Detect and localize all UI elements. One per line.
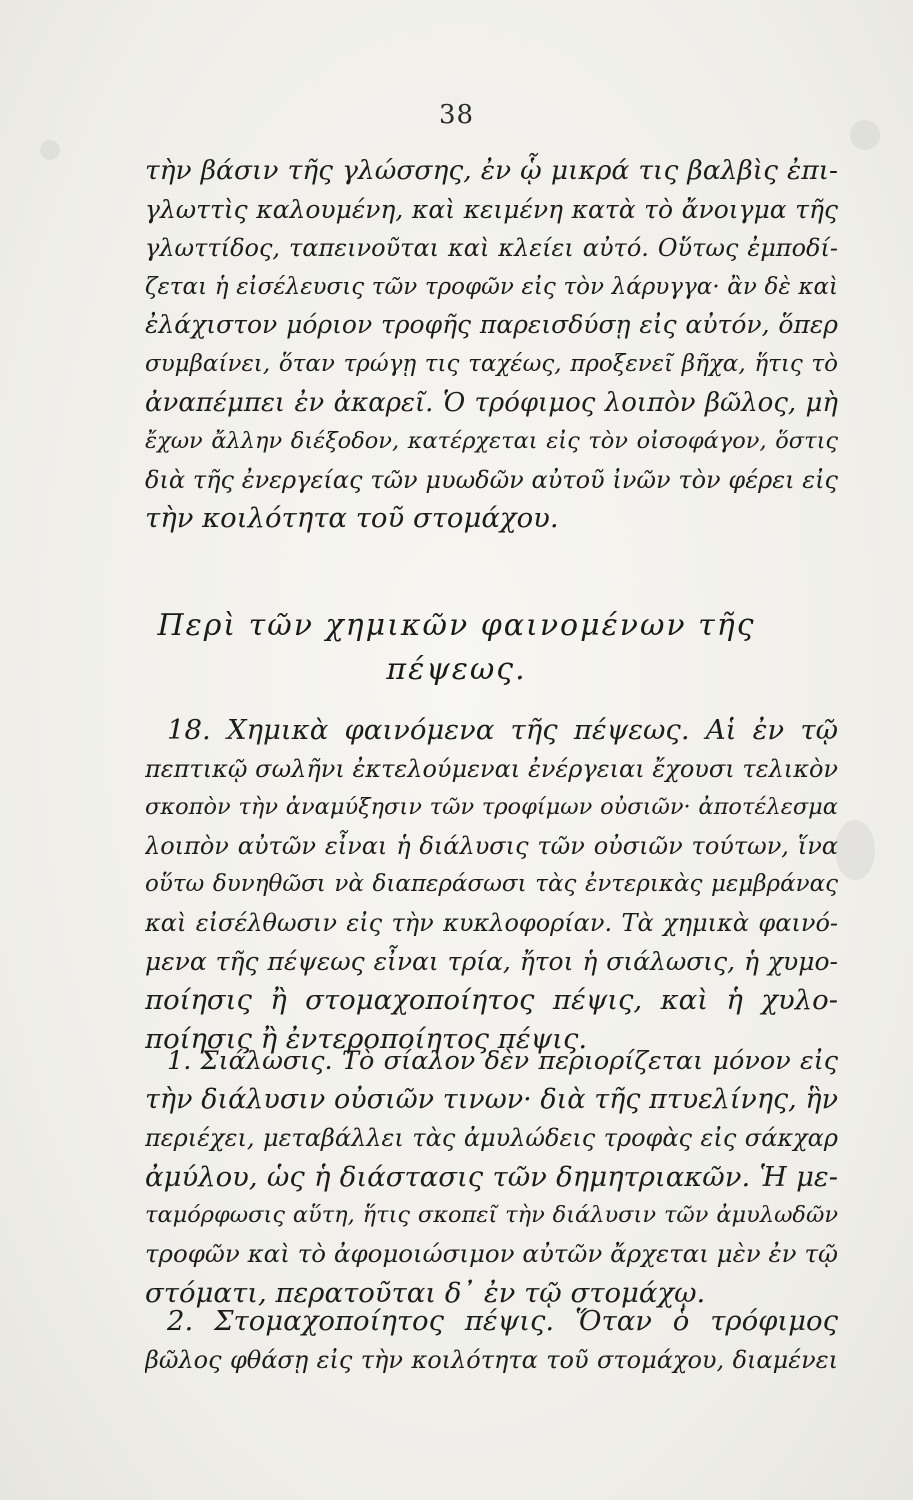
text-line: καὶ εἰσέλθωσιν εἰς τὴν κυκλοφορίαν. Τὰ χημικὰ φαινό- — [145, 908, 838, 937]
text-line: ἐλάχιστον μόριον τροφῆς παρεισδύσῃ εἰς αὐτόν, ὅπερ — [145, 310, 838, 340]
text-line: λοιπὸν αὐτῶν εἶναι ἡ διάλυσις τῶν οὐσιῶν τούτων, ἵνα — [145, 831, 838, 860]
page-number: 38 — [438, 100, 475, 130]
paragraph-1 — [145, 152, 838, 538]
text-line: βῶλος φθάσῃ εἰς τὴν κοιλότητα τοῦ στομάχου, διαμένει — [145, 1345, 838, 1374]
section-heading-continued: πέψεως. — [386, 652, 527, 687]
text-line: ἀναπέμπει ἐν ἀκαρεῖ. Ὁ τρόφιμος λοιπὸν βῶλος, μὴ — [145, 387, 838, 418]
text-line: 18. Χημικὰ φαινόμενα τῆς πέψεως. Αἱ ἐν τῷ — [167, 714, 838, 746]
text-line: τροφῶν καὶ τὸ ἀφομοιώσιμον αὐτῶν ἄρχεται μὲν ἐν τῷ — [145, 1238, 838, 1268]
text-line: ζεται ἡ εἰσέλευσις τῶν τροφῶν εἰς τὸν λάρυγγα· ἂν δὲ καὶ — [145, 273, 838, 300]
text-line: διὰ τῆς ἐνεργείας τῶν μυωδῶν αὐτοῦ ἰνῶν τὸν φέρει εἰς — [145, 465, 838, 494]
paragraph-3 — [145, 1042, 838, 1312]
text-line: ποίησις ἢ ἐντεροποίητος πέψις. — [145, 1022, 588, 1055]
page-stain — [835, 820, 875, 880]
paragraph-4 — [145, 1302, 838, 1379]
text-line: μενα τῆς πέψεως εἶναι τρία, ἤτοι ἡ σιάλωσις, ἡ χυμο- — [145, 946, 838, 976]
text-line: ποίησις ἢ στομαχοποίητος πέψις, καὶ ἡ χυλο- — [145, 984, 838, 1017]
section-heading: Περὶ τῶν χημικῶν φαινομένων τῆς — [157, 608, 756, 643]
text-line: στόματι, περατοῦται δ᾽ ἐν τῷ στομάχῳ. — [145, 1276, 706, 1309]
text-line: περιέχει, μεταβάλλει τὰς ἀμυλώδεις τροφὰς εἰς σάκχαρ — [145, 1124, 838, 1153]
text-line: γλωττίδος, ταπεινοῦται καὶ κλείει αὐτό. Οὕτως ἐμποδί- — [145, 234, 838, 263]
text-line: οὕτω δυνηθῶσι νὰ διαπεράσωσι τὰς ἐντερικὰς μεμβράνας — [145, 871, 838, 898]
text-line: γλωττὶς καλουμένη, καὶ κειμένη κατὰ τὸ ἄνοιγμα τῆς — [145, 194, 838, 224]
text-line: σκοπὸν τὴν ἀναμύξησιν τῶν τροφίμων οὐσιῶν· ἀποτέλεσμα — [145, 794, 838, 821]
text-line: ταμόρφωσις αὕτη, ἥτις σκοπεῖ τὴν διάλυσιν τῶν ἀμυλωδῶν — [145, 1202, 838, 1229]
text-line: ἔχων ἄλλην διέξοδον, κατέρχεται εἰς τὸν οἰσοφάγον, ὅστις — [145, 428, 838, 455]
text-line: πεπτικῷ σωλῆνι ἐκτελούμεναι ἐνέργειαι ἔχουσι τελικὸν — [145, 754, 838, 783]
text-line: τὴν διάλυσιν οὐσιῶν τινων· διὰ τῆς πτυελίνης, ἣν — [145, 1083, 838, 1115]
text-line: 2. Στομαχοποίητος πέψις. Ὅταν ὁ τρόφιμος — [167, 1305, 838, 1337]
text-line: 1. Σιάλωσις. Τὸ σίαλον δὲν περιορίζεται μόνον εἰς — [167, 1046, 838, 1076]
paragraph-2 — [145, 711, 838, 1058]
text-line: ἀμύλου, ὡς ἡ διάστασις τῶν δημητριακῶν. Ἡ με- — [145, 1160, 838, 1193]
page-stain — [40, 140, 60, 160]
text-line: τὴν κοιλότητα τοῦ στομάχου. — [145, 502, 559, 535]
text-line: συμβαίνει, ὅταν τρώγῃ τις ταχέως, προξενεῖ βῆχα, ἥτις τὸ — [145, 350, 838, 377]
text-line: τὴν βάσιν τῆς γλώσσης, ἐν ᾧ μικρά τις βαλβὶς ἐπι- — [145, 155, 838, 186]
